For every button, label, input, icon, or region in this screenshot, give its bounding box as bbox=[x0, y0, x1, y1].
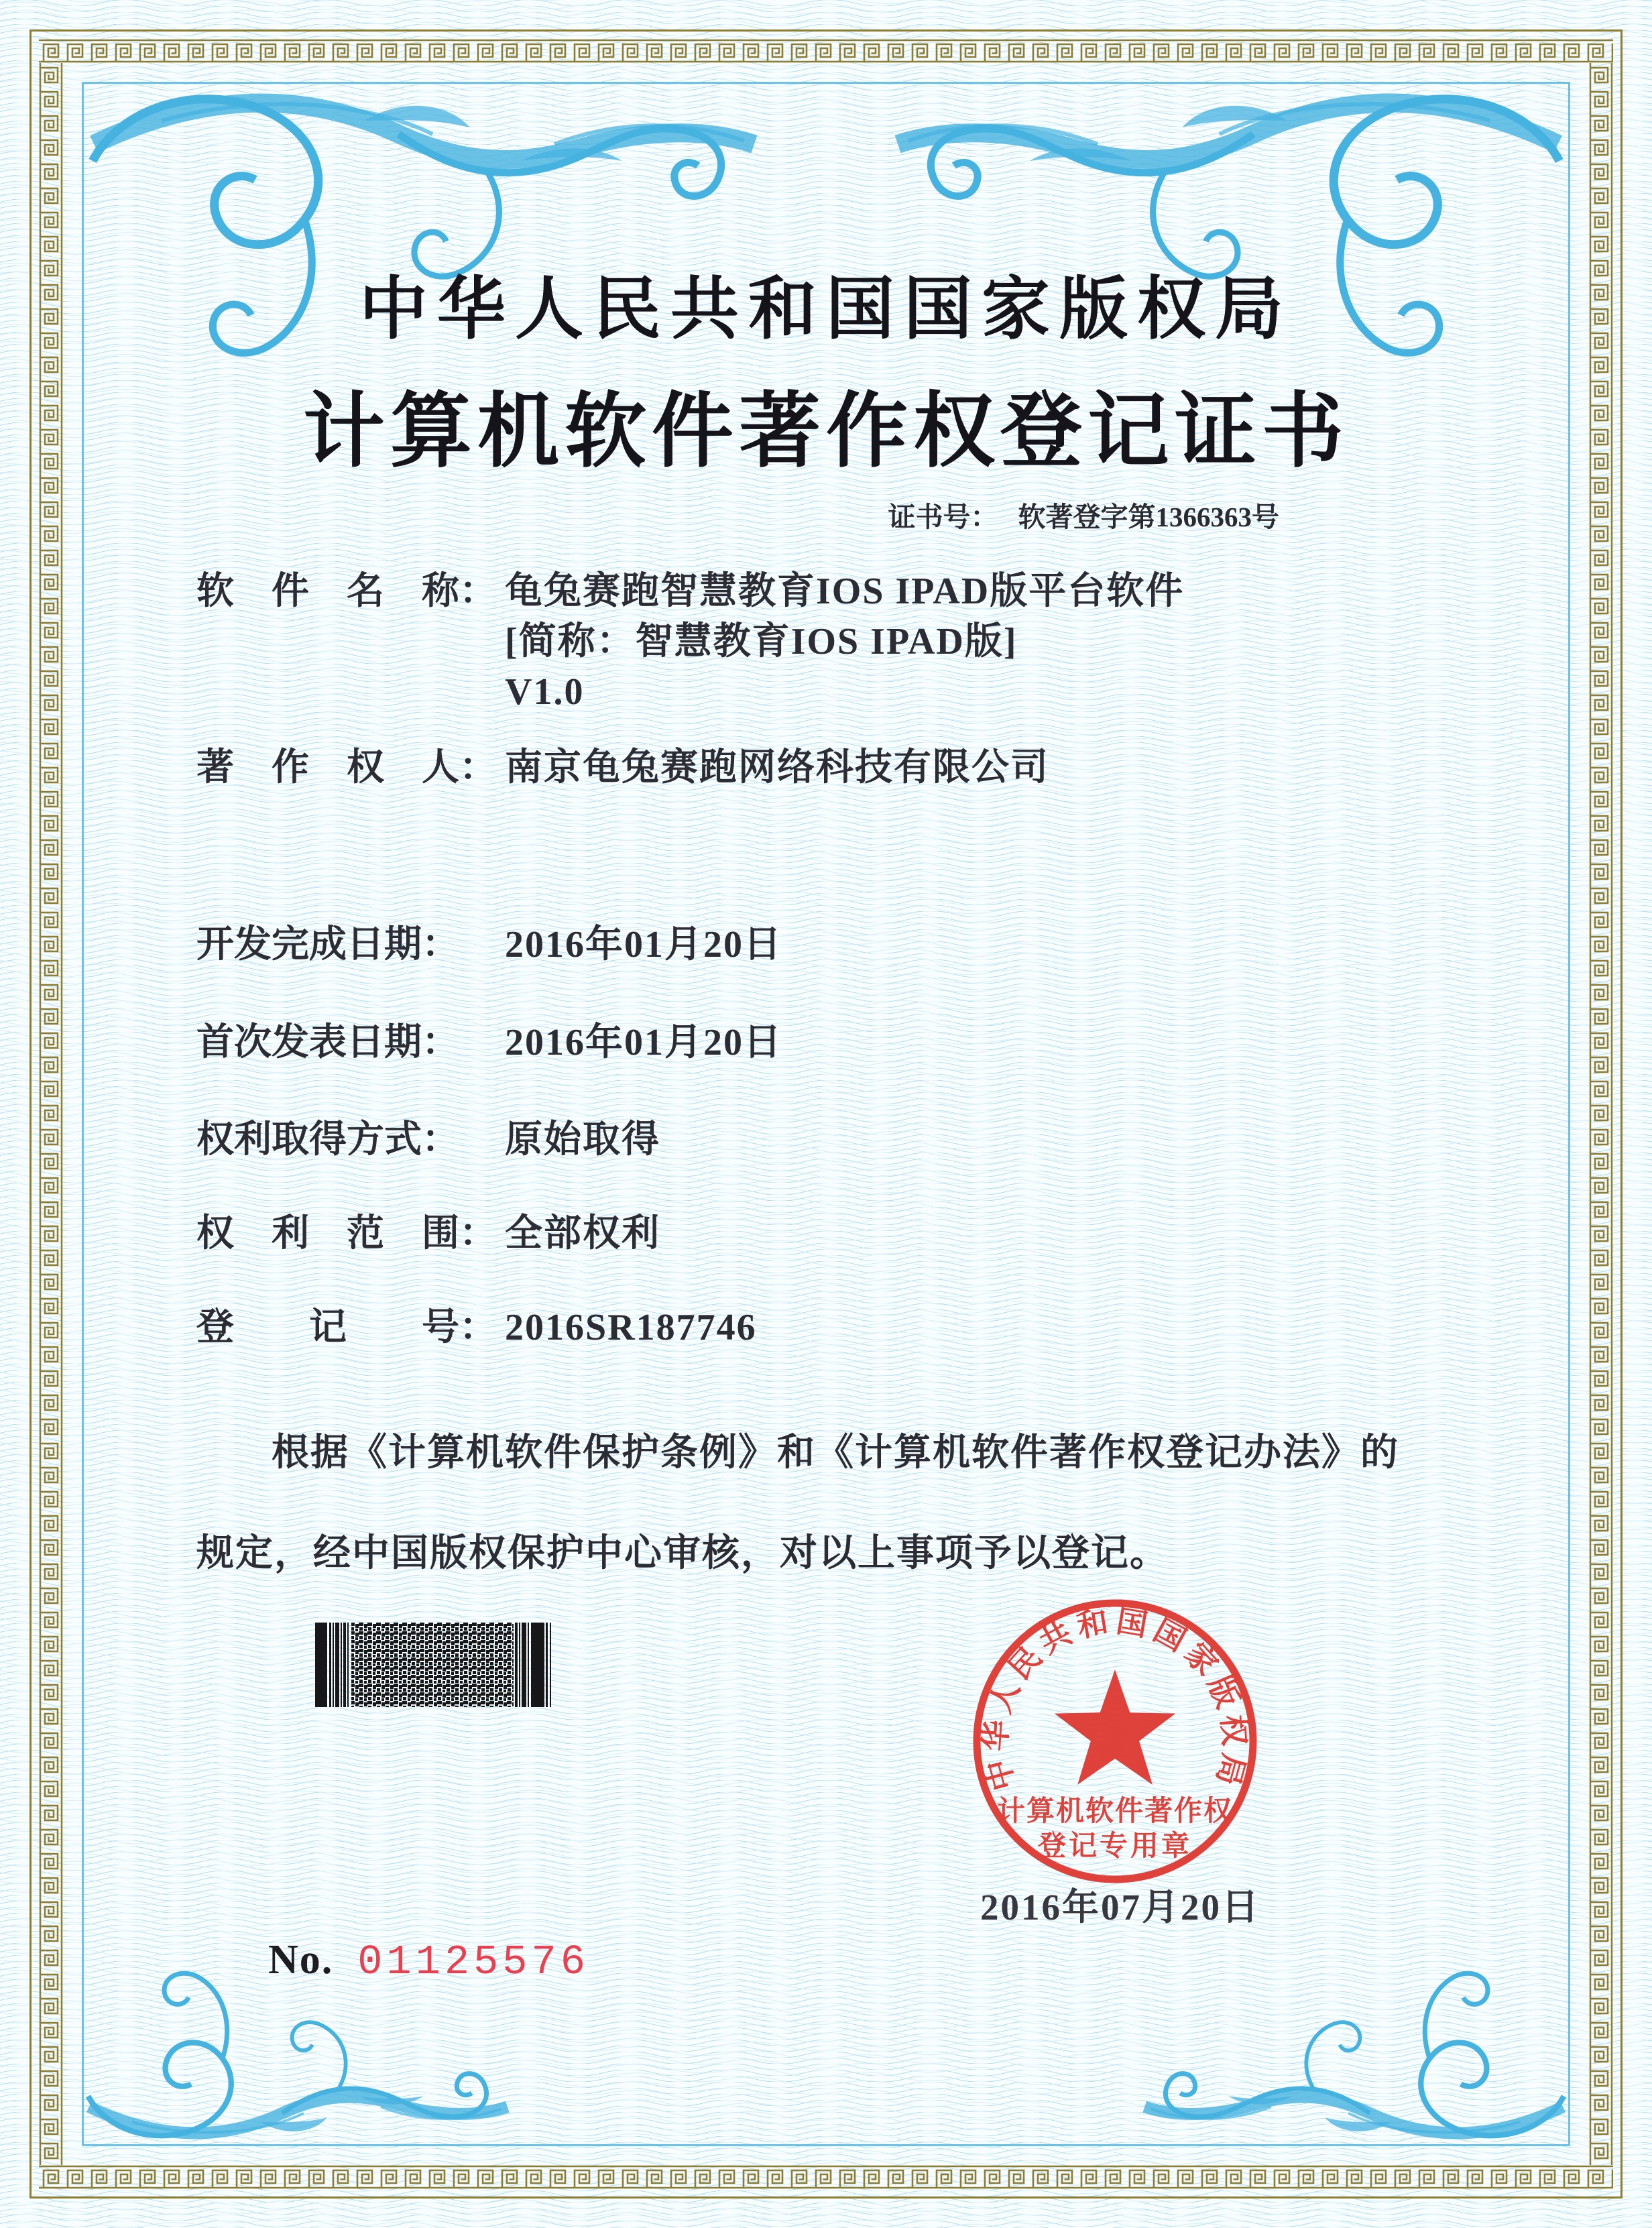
copyright-owner: 南京龟兔赛跑网络科技有限公司 bbox=[505, 747, 1049, 788]
registration-number: 2016SR187746 bbox=[505, 1307, 757, 1348]
field-row-copyright-owner bbox=[196, 743, 1049, 793]
dev-complete-date: 2016年01月20日 bbox=[505, 924, 782, 965]
first-publish-date: 2016年01月20日 bbox=[505, 1022, 782, 1063]
serial-number-line bbox=[268, 1936, 589, 1986]
seal-ring-text: 中华人民共和国国家版权局 bbox=[978, 1604, 1252, 1794]
star-icon bbox=[1055, 1669, 1176, 1785]
serial-number: 01125576 bbox=[357, 1938, 589, 1986]
field-label: 登 记 号： bbox=[196, 1307, 497, 1348]
rights-scope: 全部权利 bbox=[505, 1213, 660, 1254]
serial-prefix: No. bbox=[268, 1937, 334, 1983]
certificate-number-value: 软著登字第1366363号 bbox=[1018, 502, 1279, 532]
field-label: 权利取得方式： bbox=[196, 1119, 459, 1161]
field-row-rights-scope bbox=[196, 1209, 660, 1259]
field-value bbox=[505, 567, 1184, 717]
corner-flourish-icon bbox=[80, 1963, 510, 2148]
field-label: 开发完成日期： bbox=[196, 924, 459, 965]
certificate-number-label: 证书号： bbox=[888, 502, 998, 532]
seal-line-2: 登记专用章 bbox=[1037, 1831, 1193, 1862]
field-row-first-publish-date bbox=[196, 1018, 782, 1068]
barcode-2d bbox=[315, 1623, 554, 1707]
authority-title: 中华人民共和国国家版权局 bbox=[359, 272, 1293, 348]
field-row-software-name bbox=[196, 567, 1184, 717]
field-row-dev-complete-date bbox=[196, 920, 782, 970]
software-short-name: [简称：智慧教育IOS IPAD版] bbox=[505, 621, 1018, 662]
field-row-registration-number bbox=[196, 1303, 757, 1353]
seal-date: 2016年07月20日 bbox=[980, 1887, 1261, 1928]
greek-key-border-top bbox=[39, 39, 1613, 63]
seal-line-1: 计算机软件著作权 bbox=[996, 1796, 1234, 1827]
field-label: 软 件 名 称： bbox=[196, 571, 497, 612]
corner-flourish-icon bbox=[1142, 1963, 1572, 2148]
rights-acquisition: 原始取得 bbox=[505, 1119, 660, 1161]
statement-line-2: 规定，经中国版权保护中心审核，对以上事项予以登记。 bbox=[196, 1533, 1169, 1574]
certificate-number-line bbox=[888, 495, 1280, 534]
official-seal bbox=[967, 1594, 1262, 1889]
certificate-title: 计算机软件著作权登记证书 bbox=[303, 387, 1349, 477]
field-label: 首次发表日期： bbox=[196, 1022, 459, 1063]
field-label: 权 利 范 围： bbox=[196, 1213, 497, 1254]
statement-line-1: 根据《计算机软件保护条例》和《计算机软件著作权登记办法》的 bbox=[272, 1432, 1399, 1474]
software-version: V1.0 bbox=[505, 671, 585, 713]
field-label: 著 作 权 人： bbox=[196, 747, 497, 788]
greek-key-border-bottom bbox=[39, 2165, 1613, 2189]
field-row-rights-acquisition bbox=[196, 1115, 660, 1165]
software-name: 龟兔赛跑智慧教育IOS IPAD版平台软件 bbox=[505, 571, 1185, 612]
